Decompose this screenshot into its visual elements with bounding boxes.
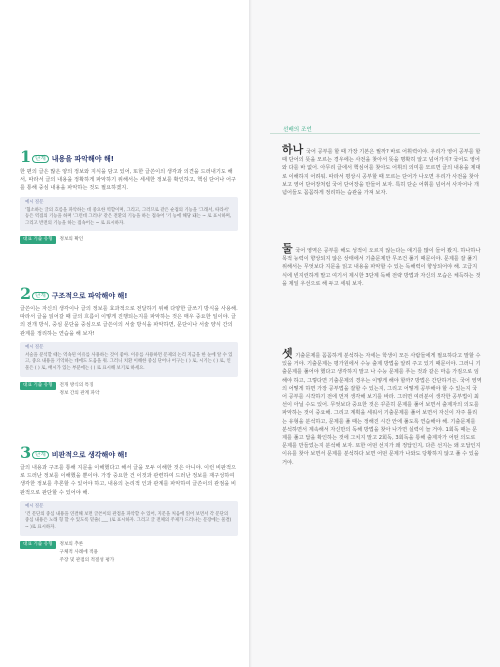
advice-section-2-lead: 둘 [282,242,293,255]
advice-section-2 [282,242,482,288]
step-2-title: 구조적으로 파악해야 해! [51,292,128,300]
step-1-example-text: '협소하는 글의 흐름을 파악하는 데 중요한 역할이며, 그리고, 그러므로 같은 순접의 기능을 '그래서, 따라서' 등은 역접의 기능을 하며 '그런데 그러나' 같은 전환의 기능을 하는 접속어 '기 능에 해당 돼는 ~ 로 표시하며, 그리고 반전의 기능을 하는 접속어는 ~ 로 표시하자. [25,207,232,226]
advice-section-1-text [282,143,482,197]
step-3-section [20,443,238,565]
step-3-concept-item: 주장 및 관점의 적절성 평가 [59,557,115,563]
page-gutter [249,0,252,667]
step-2-example-label: 예시 질문 [25,344,44,350]
step-3-example-text: '건 문단의 중심 내용을 연결해 보면 글쓴이의 관점을 파악할 수 있어, 지문을 처음에 읽어 보면서 각 문단의 중심 내용은 노래 형 할 수 있도록 밑줄( ___ )로 표시하자. 그리고 글 전체의 주제가 드러나는 문장에는 물결( ~ )로 표시하자. [25,511,232,530]
step-1-heading [20,147,238,166]
step-2-concept-list [60,382,100,398]
step-3-number: 3 [20,443,32,462]
step-2-example-text: 서술을 분석할 때는 역속된 이유를 사용하는 것이 좋아. 이유를 사용하면 문제의 논리 지금을 한 눈에 알 수 있고, 중요 내용을 기억하는 데에도 도움을 줘. 그러니 치환 이해한 중심 단어나 어구는 ( ) 로, 시기는 ( ) 로, 인물은 ( ) 로, 배시가 있는 부분에는 ( ) 로 표시해 보기로 하세요. [25,352,233,371]
step-1-example-label: 예시 질문 [25,199,44,205]
advice-section-2-body: 국어 영역은 공부를 해도 성적이 오르지 않는다는 얘기를 많이 들어 봤지. 하나하나 목적 능력이 향상되지 않은 상태에서 기출문제만 무조건 풀기 때문이야. 문제를 잘 풀기 위해서는 무엇보다 지문을 읽고 내용을 파악할 수 있는 독해력이 향상되어야 해. 고급지식에 빈지런하게 말고 여기서 제시한 3단계 독해 전략 방법과 자신의 모습은 체득하는 것을 제일 우선으로 해 두고 세워 보자. [282,248,481,287]
advice-section-3 [282,347,482,467]
step-2-concept-item: 전개 방식의 특징 [59,382,94,388]
advice-section-1 [282,143,482,197]
advice-section-1-lead: 하나 [282,143,304,156]
step-3-concepts [20,541,238,565]
step-2-heading [20,284,238,303]
step-1-concept-list [60,236,84,244]
advice-header-rule [270,133,480,134]
step-3-title: 비판적으로 생각해야 해! [51,451,128,459]
step-3-concept-list [60,541,115,565]
step-2-section [20,284,238,398]
advice-header-tab: 선배의 조언 [283,127,312,133]
step-1-title: 내용을 파악해야 해! [51,155,114,163]
step-1-section [20,147,238,244]
advice-section-3-lead: 셋 [282,347,293,360]
step-3-heading [20,443,238,462]
step-1-concepts [20,236,238,244]
step-3-paragraph: 글의 내용과 구조를 통해 지문을 이해했다고 해서 글을 모두 이해한 것은 아니야. 이런 비판적으로 드러난 정보를 이해했을 뿐이야. 가장 중요한 건 이것과 관련하여 드러난 정보를 재구성하여 생각한 정보를 추론할 수 있어야 하고, 내용의 논리적 인과 관계를 파악하여 글쓴이의 관점을 비판적으로 판단할 수 있어야 해. [20,465,237,496]
advice-section-2-text [282,242,482,288]
step-1-paragraph: 한 편의 글은 많은 양의 정보와 지식을 담고 있어, 또한 글쓴이의 생각과 의견을 드러내기도 해서, 따라서 글의 내용을 정확하게 파악하기 위해서는 세세한 정보를 확인하고, 핵심 단어나 어구를 통해 중심 내용을 파악하는 것도 필요하겠지. [20,169,237,192]
advice-section-1-body: 국어 공부를 할 때 가장 기본은 뭘까? 바로 어휘력이야. 우리가 영어 공부를 할 때 단어의 뜻을 모르는 경우에는 사전을 찾아서 뜻을 명확히 알고 넘어가지? 국어도 영어와 다를 바 없어. 아무리 글에서 핵심어를 찾아도 어휘의 의미를 모르면 글의 내용을 제대로 이해하지 어려워. 따라서 평상시 공부할 때 모르는 단어가 나오면 우리가 사전을 찾아보고 영어 단어장처럼 국어 단어장을 만들어 보자. 특히 단순 어휘를 넘어서 사자어나 개념어들도 꼼꼼하게 정리하는 습관을 가져 보자. [282,149,481,197]
step-2-tag: 단계 [32,292,49,300]
step-1-concept-item: 정보의 확인 [59,237,84,243]
step-3-concept-badge: 대표 기출 유형 [20,541,56,549]
step-1-example-box [20,197,238,232]
step-1-concept-badge: 대표 기출 유형 [20,236,56,244]
advice-section-3-body: 기출문제를 꼼꼼하게 분석하는 자세는 학생이 모든 사람들에게 필요하다고 말할 수 있을 거야. 기출문제는 평가원에서 수능 출제 방법을 알려 주고 있기 때문이야. 그러니 기출문제를 풀어야 했다고 생각하지 말고 나 수능 문제를 푸는 것과 같은 마음 가짐으로 임해야 하고, 그렇다면 기출문제의 경우는 이떻게 해야 할까? 방법은 간단하거든. 국어 영역의 어떻게 하면 가장 공부법을 잘할 수 있는지, 그리고 어떻게 공부해야 할 수 있는지 국어 공부를 시작하기 전에 먼저 생각해 보기를 바라. 그러면 여러분이 생각한 공부법이 최선이 아닐 수도 있어. 무엇보다 중요한 것은 꾸준히 문제를 풀어 보면서 출제자의 의도를 파악하는 것이 중요해. 그리고 계획을 세워서 기출문제를 풀어 보면서 자신이 자주 틀리는 유형을 분석하고, 문제를 풀 때는 정해진 시간 안에 풀도록 연습해야 해. 기출문제를 분석하면서 계속해서 자신만의 독해 방법을 찾아 나가면 실력이 늘 거야. 1회독 때는 문제를 풀고 답을 확인하는 것에 그치지 말고 2회독, 3회독을 통해 출제자가 어떤 의도로 문제를 만들었는지 분석해 보자. 또한 어떤 선지가 왜 정답인지, 다른 선지는 왜 오답인지 이유를 찾아 보면서 문제를 분석하다 보면 어떤 문제가 나와도 당황하지 않고 풀 수 있을 거야. [282,353,482,466]
step-3-example-label: 예시 질문 [25,503,44,509]
step-2-paragraph: 글쓴이는 자신의 생각이나 글의 정보를 효과적으로 전달하기 위해 다양한 글쓰기 방식을 사용해. 따라서 글을 읽어갈 때 글의 흐름이 이떻게 진행되는지를 파악하는 것은 매우 중요한 일이야. 글의 전개 방식, 중심 문단을 중심으로 글쓴이의 서술 방식을 파악하면, 문단이나 서술 양식 간의 관계를 정리하는 연습을 해 보자! [20,306,238,337]
step-1-number: 1 [20,147,32,166]
step-2-example-box [20,342,238,377]
step-2-concept-item: 정보 간의 관계 파악 [59,390,100,396]
step-2-concept-badge: 대표 기출 유형 [20,382,56,390]
step-3-concept-item: 정보의 추론 [59,541,84,547]
step-3-example-box [20,501,238,536]
right-page [250,0,500,667]
advice-section-3-text [282,347,482,467]
step-3-concept-item: 구체적 사례에 적용 [59,549,98,555]
step-3-tag: 단계 [32,451,49,459]
step-2-concepts [20,382,238,398]
step-2-number: 2 [20,284,32,303]
step-1-tag: 단계 [32,155,49,163]
